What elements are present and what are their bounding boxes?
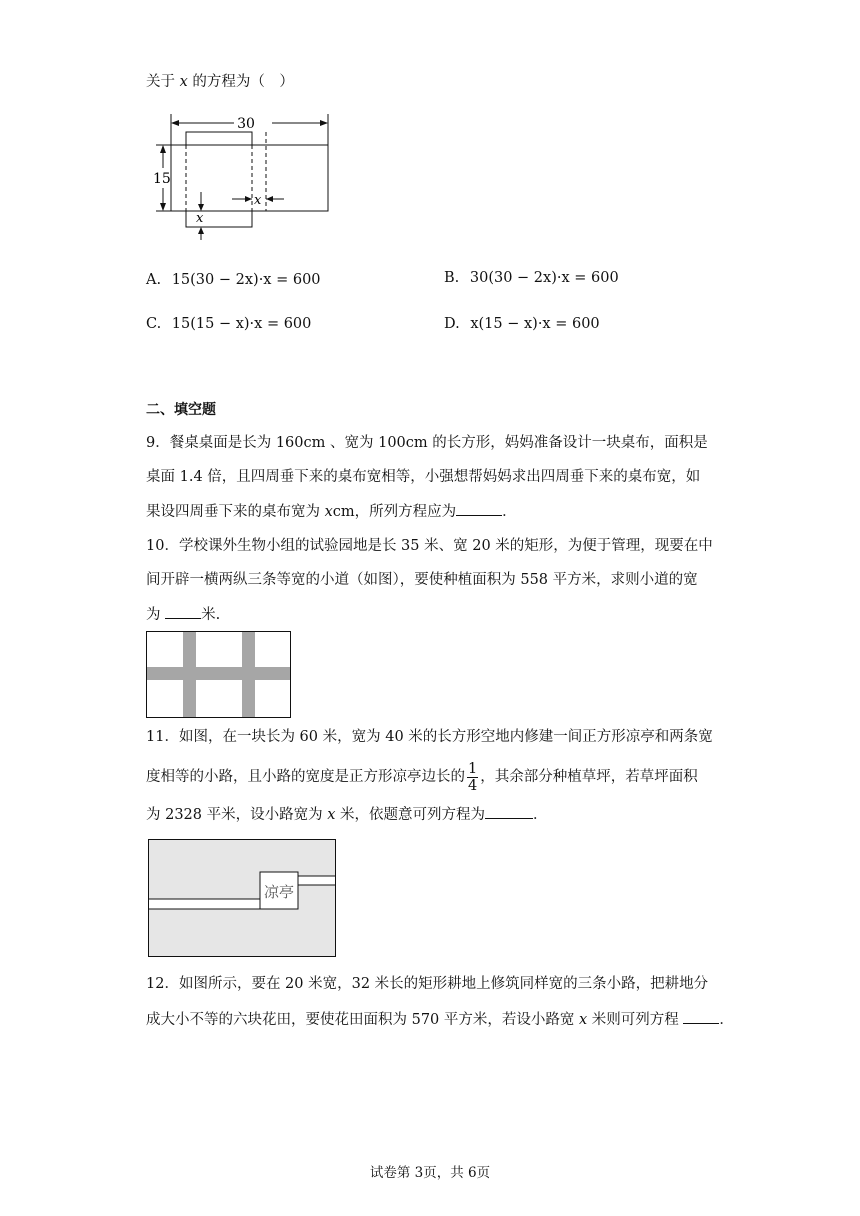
q12-line-1: 12．如图所示，要在 20 米宽，32 米长的矩形耕地上修筑同样宽的三条小路，把耕地分 [146, 976, 709, 992]
q8-stem-suffix: 的方程为（ ） [187, 74, 294, 90]
q11-line-2 [146, 757, 698, 797]
q9-line-3-b: cm，所列方程应为 [332, 504, 457, 520]
q9-var-x: x [324, 504, 333, 520]
q8-option-c-formula: 15(15 − x)·x = 600 [171, 316, 312, 332]
q8-option-d[interactable] [444, 314, 600, 334]
q11-line-2-a: 度相等的小路，且小路的宽度是正方形凉亭边长的 [146, 769, 465, 785]
q8-option-d-letter: D. [444, 316, 460, 332]
q11-line-3 [146, 804, 548, 825]
q11-line-1: 11．如图，在一块长为 60 米，宽为 40 米的长方形空地内修建一间正方形凉亭和两条宽 [146, 729, 713, 745]
q8-option-b-formula: 30(30 − 2x)·x = 600 [469, 270, 619, 286]
q8-stem-var: x [179, 74, 188, 90]
q11-line-3-b: 米，依题意可列方程为 [335, 807, 486, 823]
q9-line-3-end: ． [502, 504, 517, 520]
q9-line-3-a: 果设四周垂下来的桌布宽为 [146, 504, 325, 520]
q10-line-2: 间开辟一横两纵三条等宽的小道（如图），要使种植面积为 558 平方米，求则小道的宽 [146, 572, 698, 588]
q8-stem-prefix: 关于 [146, 74, 180, 90]
q8-option-b[interactable] [444, 268, 619, 288]
q8-label-x-horizontal: x [254, 193, 262, 208]
q8-stem [146, 72, 294, 92]
q8-option-c-letter: C. [146, 316, 162, 332]
q11-line-3-end: ． [533, 807, 548, 823]
q8-option-d-formula: x(15 − x)·x = 600 [470, 316, 600, 332]
q8-figure [150, 110, 330, 240]
q12-line-2 [146, 1009, 734, 1030]
q12-answer-blank[interactable] [683, 1009, 719, 1024]
q11-fraction [467, 761, 478, 794]
q10-line-3 [146, 604, 220, 625]
q8-option-a-letter: A. [146, 272, 162, 288]
q11-frac-num: 1 [468, 760, 478, 777]
q12-line-2-b: 米则可列方程 [587, 1012, 684, 1028]
q8-label-30: 30 [237, 116, 255, 132]
q11-var-x: x [327, 807, 336, 823]
q12-line-2-a: 成大小不等的六块花田，要使花田面积为 570 平方米，若设小路宽 [146, 1012, 580, 1028]
q12-var-x: x [579, 1012, 588, 1028]
q12-line-2-end: ． [719, 1012, 734, 1028]
q11-line-2-b: ，其余部分种植草坪，若草坪面积 [480, 769, 698, 785]
q10-line-3-a: 为 [146, 607, 166, 623]
q10-figure [146, 631, 292, 719]
q9-answer-blank[interactable] [456, 501, 502, 516]
q11-frac-den: 4 [468, 777, 478, 794]
q8-option-a[interactable] [146, 270, 321, 290]
q8-label-x-vertical: x [196, 211, 204, 226]
q9-line-2: 桌面 1.4 倍，且四周垂下来的桌布宽相等，小强想帮妈妈求出四周垂下来的桌布宽，如 [146, 469, 701, 485]
q8-option-a-formula: 15(30 − 2x)·x = 600 [171, 272, 321, 288]
q8-label-15: 15 [153, 171, 171, 187]
q11-pavilion-label: 凉亭 [263, 883, 295, 901]
q10-line-3-b: 米. [201, 607, 221, 623]
q11-figure [148, 839, 338, 959]
q10-answer-blank[interactable] [165, 604, 201, 619]
page-footer: 试卷第 3页，共 6页 [369, 1165, 491, 1181]
q11-answer-blank[interactable] [485, 804, 533, 819]
q9-line-3 [146, 501, 517, 522]
q10-line-1: 10．学校课外生物小组的试验园地是长 35 米、宽 20 米的矩形，为便于管理，现要在中 [146, 538, 713, 554]
section-title: 二、填空题 [146, 402, 216, 418]
q8-option-c[interactable] [146, 314, 311, 334]
q11-line-3-a: 为 2328 平米，设小路宽为 [146, 807, 328, 823]
q9-line-1: 9．餐桌桌面是长为 160cm 、宽为 100cm 的长方形，妈妈准备设计一块桌布，面积是 [146, 435, 708, 451]
q8-option-b-letter: B. [444, 270, 460, 286]
